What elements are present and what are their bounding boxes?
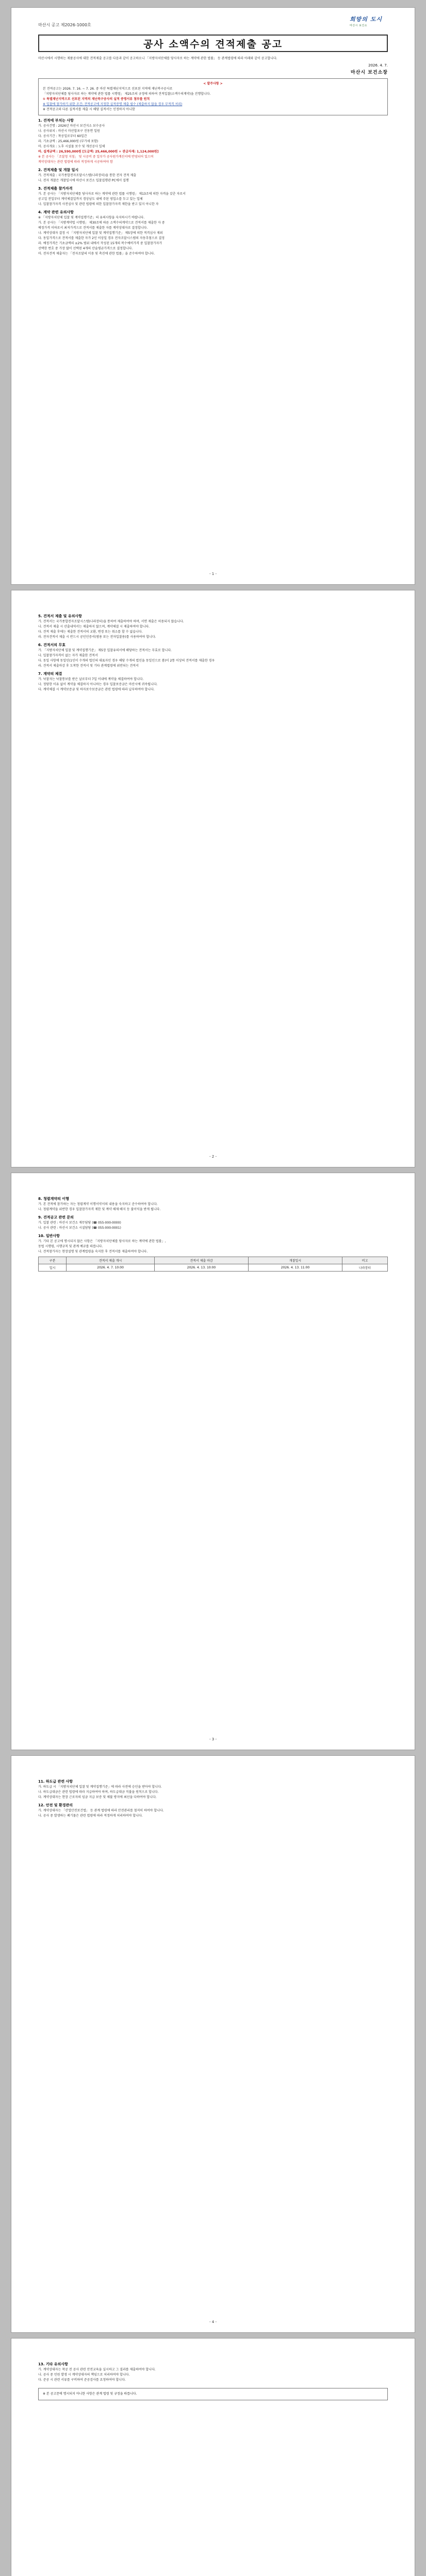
- section-6: [38, 642, 388, 669]
- section-item: 다. 견적 제출 후에는 제출한 견적서의 교환, 변경 또는 취소를 할 수 없습니다.: [38, 630, 143, 634]
- page-2: [11, 590, 415, 1167]
- notice-org: 마산시 보건소장: [351, 70, 388, 75]
- section-title: 7. 계약의 체결: [38, 672, 62, 676]
- logo-main-text: 희망의 도시: [350, 16, 382, 23]
- section-item: 마. 전자견적 제출자는 「전자조달의 이용 및 촉진에 관한 법률」을 준수하여야 합니다.: [38, 252, 155, 256]
- page3-body: [38, 1194, 388, 1272]
- summary-line: ※ 견적공고와 다른 실적서를 제출 시 해당 실적서는 인정하지 아니함: [43, 108, 135, 111]
- notice-date: 2026. 4. 7.: [368, 63, 388, 67]
- doc-code: 마산시 공고 제2026-1000호: [38, 23, 91, 27]
- table-header-cell: 비고: [342, 1257, 388, 1264]
- section-8: [38, 1196, 388, 1212]
- section-4: [38, 210, 388, 257]
- table-cell: 일시: [39, 1264, 67, 1272]
- table-cell: 나라장터: [342, 1264, 388, 1272]
- section-5: [38, 614, 388, 640]
- section-item: 라. 전자견적서 제출 시 반드시 공인인증서(범용 또는 전자입찰용)를 사용하여야 합니다.: [38, 635, 156, 639]
- page-number: - 2 -: [209, 1155, 217, 1159]
- section-item: 다. 계약상대자는 현장 근로자의 임금 지급 보증 및 체불 방지에 최선을 다하여야 합니다.: [38, 1795, 157, 1799]
- section-item: 선택한 번호 중 가장 많이 선택된 4개의 산술평균가격으로 결정합니다.: [38, 247, 133, 250]
- section-item: 가. 견적서는 국가종합전자조달시스템(나라장터)을 통하여 제출하여야 하며, 서면 제출은 허용되지 않습니다.: [38, 620, 184, 623]
- section-3: [38, 186, 388, 207]
- summary-line: 본 견적공고는 2026. 7. 16. ~ 7. 26. 중 마산 특별재난지역으로 선포된 지역에 재난복구공사로: [43, 87, 173, 91]
- table-cell: 2026. 4. 7. 10:00: [67, 1264, 155, 1272]
- section-item: 다. 공사기간 : 착공일로부터 60일간: [38, 134, 87, 138]
- section-title: 5. 견적서 제출 및 유의사항: [38, 614, 82, 618]
- table-row: [39, 1264, 388, 1272]
- section-item: 다. 준공 시 관련 서류를 구비하여 준공검사를 요청하여야 합니다.: [38, 2378, 126, 2382]
- page2-body: [38, 611, 388, 692]
- section-title: 6. 견적서의 무효: [38, 643, 65, 647]
- section-item: 나. 공사위치 : 마산시 마산합포구 진동면 일원: [38, 129, 100, 133]
- section-item: 나. 견적참가자는 현장설명 및 관계법령을 숙지한 후 견적서를 제출하여야 합니다.: [38, 1250, 148, 1253]
- section-item: 가. 본 공사는 「지방계약법 시행령」 제30조에 따른 소액수의계약으로 견적서를 제출한 자 중: [38, 221, 165, 225]
- section-item: 나. 전자 개찰은 개찰일시에 마산시 보건소 입찰집행관 PC에서 집행: [38, 179, 129, 182]
- table-header-cell: 견적서 제출 개시: [67, 1257, 155, 1264]
- page-number: - 3 -: [209, 1737, 217, 1741]
- section-item: 가. 공사건명 : 2026년 마산시 보건지소 보수공사: [38, 124, 105, 128]
- section-item: 가. 하도급 시 「지방자치단체 입찰 및 계약집행기준」에 따라 사전에 승인을 받아야 합니다.: [38, 1785, 162, 1789]
- section-9: [38, 1215, 388, 1231]
- schedule-table: [38, 1257, 388, 1272]
- city-logo: [350, 15, 386, 32]
- summary-line: 「지방자치단체를 당사자로 하는 계약에 관한 법률 시행령」 제25조의 규정에 의하여 견적입찰(소액수의계약)을 진행합니다.: [43, 92, 211, 96]
- section-title: 4. 계약 관련 유의사항: [38, 210, 74, 214]
- page4-body: [38, 1776, 388, 1819]
- summary-line: ※ 입찰에 참가하기 위한 조건: 견적공고에 지정한 실적증명 제출 필수 (제출하지 않을 경우 부적격 처리): [43, 103, 183, 106]
- section-title: 9. 견적공고 관련 문의: [38, 1215, 74, 1219]
- section-item: 가. 견적제출 : 국가종합전자조달시스템(나라장터)을 통한 전자 견적 제출: [38, 174, 137, 177]
- logo-sub-text: 마산시 보건소: [350, 24, 368, 27]
- section-item: 나. 공사 관련 : 마산시 보건소 시설담당 (☎ 055-000-0001): [38, 1226, 121, 1230]
- section-item: 계약상대자는 관련 법령에 따라 적정하게 시공하여야 함: [38, 160, 113, 164]
- section-item: 라. 기초금액 : 25,466,000원 (부가세 포함): [38, 140, 99, 143]
- page-number: - 1 -: [209, 572, 217, 576]
- section-title: 1. 견적에 부치는 사항: [38, 118, 74, 123]
- section-item: 다. 동일 사항에 동일인(1인이 수개의 법인의 대표자인 경우 해당 수개의 법인을 동일인으로 봄)이 2통 이상의 견적서를 제출한 경우: [38, 659, 215, 663]
- section-title: 3. 견적제출 참가자격: [38, 187, 73, 191]
- section-title: 2. 견적제출 및 개찰 일시: [38, 168, 79, 172]
- section-item: 가. 본 견적에 참가하는 자는 청렴계약 이행서약서의 내용을 숙지하고 준수하여야 합니다.: [38, 1202, 158, 1206]
- section-item: 라. 예정가격은 기초금액의 ±2% 범위 내에서 작성된 15개의 복수예비가격 중 입찰참가자가: [38, 242, 162, 245]
- section-title: 10. 일반사항: [38, 1234, 60, 1238]
- section-title: 13. 기타 유의사항: [38, 2362, 68, 2366]
- section-item: 공고일 전일부터 계약체결일까지 경상남도 내에 주된 영업소를 두고 있는 업체: [38, 197, 143, 201]
- notice-title: 공사 소액수의 견적제출 공고: [38, 35, 388, 52]
- section-item: 나. 정당한 이유 없이 계약을 체결하지 아니하는 경우 입찰보증금은 마산시에 귀속됩니다.: [38, 683, 158, 686]
- section-item: 나. 청렴계약을 위반한 경우 입찰참가자격 제한 및 계약 해제·해지 등 불이익을 받게 됩니다.: [38, 1208, 161, 1211]
- section-item: 가. 계약상대자는 착공 전 공사 관련 안전교육을 실시하고 그 결과를 제출하여야 합니다.: [38, 2368, 156, 2371]
- section-item: 바. 설계금액 : 26,590,000원 [도급액: 25,466,000원 + 관급자재: 1,124,000원]: [38, 150, 159, 154]
- section-item: 나. 하도급대금은 관련 법령에 따라 지급하여야 하며, 하도급대금 직불을 원칙으로 합니다.: [38, 1790, 159, 1794]
- page-number: - 4 -: [209, 2320, 217, 2324]
- section-11: [38, 1779, 388, 1800]
- section-item: 라. 견적서 제출마감 후 도착한 견적서 및 기타 관계법령에 위반되는 견적서: [38, 664, 139, 668]
- page1-body: [38, 56, 388, 257]
- section-item: 다. 계약체결 시 계약보증금 및 하자보수보증금은 관련 법령에 따라 납부하여야 합니다.: [38, 688, 155, 691]
- section-item: 나. 계약상대자 결정 시 「지방자치단체 입찰 및 계약집행기준」 제5장에 의한 적격심사 제외: [38, 231, 163, 235]
- summary-box: [38, 78, 388, 115]
- section-item: 가. 낙찰자는 낙찰통보를 받은 날로부터 7일 이내에 계약을 체결하여야 합니다.: [38, 677, 144, 681]
- section-item: 마. 공사개요 : 노후 시설물 보수 및 개선공사 일체: [38, 145, 105, 148]
- section-item: 나. 입찰참가자격이 없는 자가 제출한 견적서: [38, 654, 98, 657]
- section-item: 나. 공사 중 민원 발생 시 계약상대자의 책임으로 처리하여야 합니다.: [38, 2373, 130, 2377]
- page-1: [11, 7, 415, 585]
- section-item: 동법 시행령, 시행규칙 및 관계 예규를 따릅니다.: [38, 1245, 103, 1248]
- closing-note: ※ 본 공고문에 명시되지 아니한 사항은 관계 법령 및 규정을 따릅니다.: [38, 2388, 388, 2400]
- section-1: [38, 118, 388, 165]
- section-2: [38, 167, 388, 183]
- table-cell: 2026. 4. 13. 11:00: [249, 1264, 342, 1272]
- section-item: ※ 「지방자치단체 입찰 및 계약집행기준」의 유의사항을 숙지하시기 바랍니다.: [38, 216, 145, 219]
- section-title: 8. 청렴계약의 이행: [38, 1197, 69, 1201]
- table-cell: 2026. 4. 13. 10:00: [155, 1264, 249, 1272]
- section-13: [38, 2362, 388, 2383]
- page-5: [11, 2338, 415, 2576]
- summary-line: ① 특별재난지역으로 선포된 지역의 재난복구공사의 실적 증명서류 첨부를 원칙: [43, 97, 150, 101]
- section-title: 12. 안전 및 환경관리: [38, 1803, 73, 1807]
- table-header-row: [39, 1257, 388, 1264]
- section-title: 11. 하도급 관련 사항: [38, 1780, 73, 1784]
- intro-text: 마산시에서 시행하는 제품공사에 대한 견적제출 공고를 다음과 같이 공고하오니 「지방자치단체를 당사자로 하는 계약에 관한 법률」 등 관계법령에 따라 아래와 같이 공고합니다.: [38, 57, 277, 60]
- section-item: 가. 입찰 관련 : 마산시 보건소 재무담당 (☎ 055-000-0000): [38, 1221, 121, 1225]
- table-header-cell: 구분: [39, 1257, 67, 1264]
- section-item: ※ 본 공사는 「조달청 지침」 및 시공비 중 일부가 공사원가계산서에 반영되어 있으며: [38, 155, 154, 159]
- section-item: 다. 동일가격으로 견적서를 제출한 자가 2인 이상일 경우 전자조달시스템의 자동추첨으로 결정: [38, 236, 165, 240]
- page5-body: [38, 2359, 388, 2400]
- section-item: 나. 공사 중 발생하는 폐기물은 관련 법령에 따라 적정하게 처리하여야 합니다.: [38, 1814, 143, 1818]
- section-10: [38, 1233, 388, 1255]
- section-item: 나. 입찰참가자격 사전심사 및 관련 법령에 의한 입찰참가자격 제한을 받고 있지 아니한 자: [38, 202, 159, 206]
- section-item: 가. 본 공사는 「지방자치단체를 당사자로 하는 계약에 관한 법률 시행령」 제13조에 의한 자격을 갖춘 자로서: [38, 192, 186, 196]
- section-7: [38, 671, 388, 692]
- table-header-cell: 견적서 제출 마감: [155, 1257, 249, 1264]
- section-item: 예정가격 이하로서 최저가격으로 견적서를 제출한 자를 계약상대자로 결정합니다.: [38, 226, 148, 230]
- section-item: 가. 「지방자치단체 입찰 및 계약집행기준」 제5장 입찰유의서에 해당하는 견적서는 무효로 합니다.: [38, 649, 172, 652]
- table-header-cell: 개찰일시: [249, 1257, 342, 1264]
- page-4: [11, 1755, 415, 2333]
- section-item: 가. 기타 본 공고에 명시되지 않은 사항은 「지방자치단체를 당사자로 하는 계약에 관한 법률」,: [38, 1240, 166, 1243]
- section-item: 가. 계약상대자는 「산업안전보건법」 등 관계 법령에 따라 안전관리를 철저히 하여야 합니다.: [38, 1809, 164, 1812]
- section-12: [38, 1803, 388, 1819]
- summary-heading: < 발주사항 >: [203, 82, 223, 86]
- section-item: 나. 견적서 제출 시 산출내역서는 제출하지 않으며, 계약체결 시 제출하여야 합니다.: [38, 625, 150, 629]
- page-3: [11, 1173, 415, 1750]
